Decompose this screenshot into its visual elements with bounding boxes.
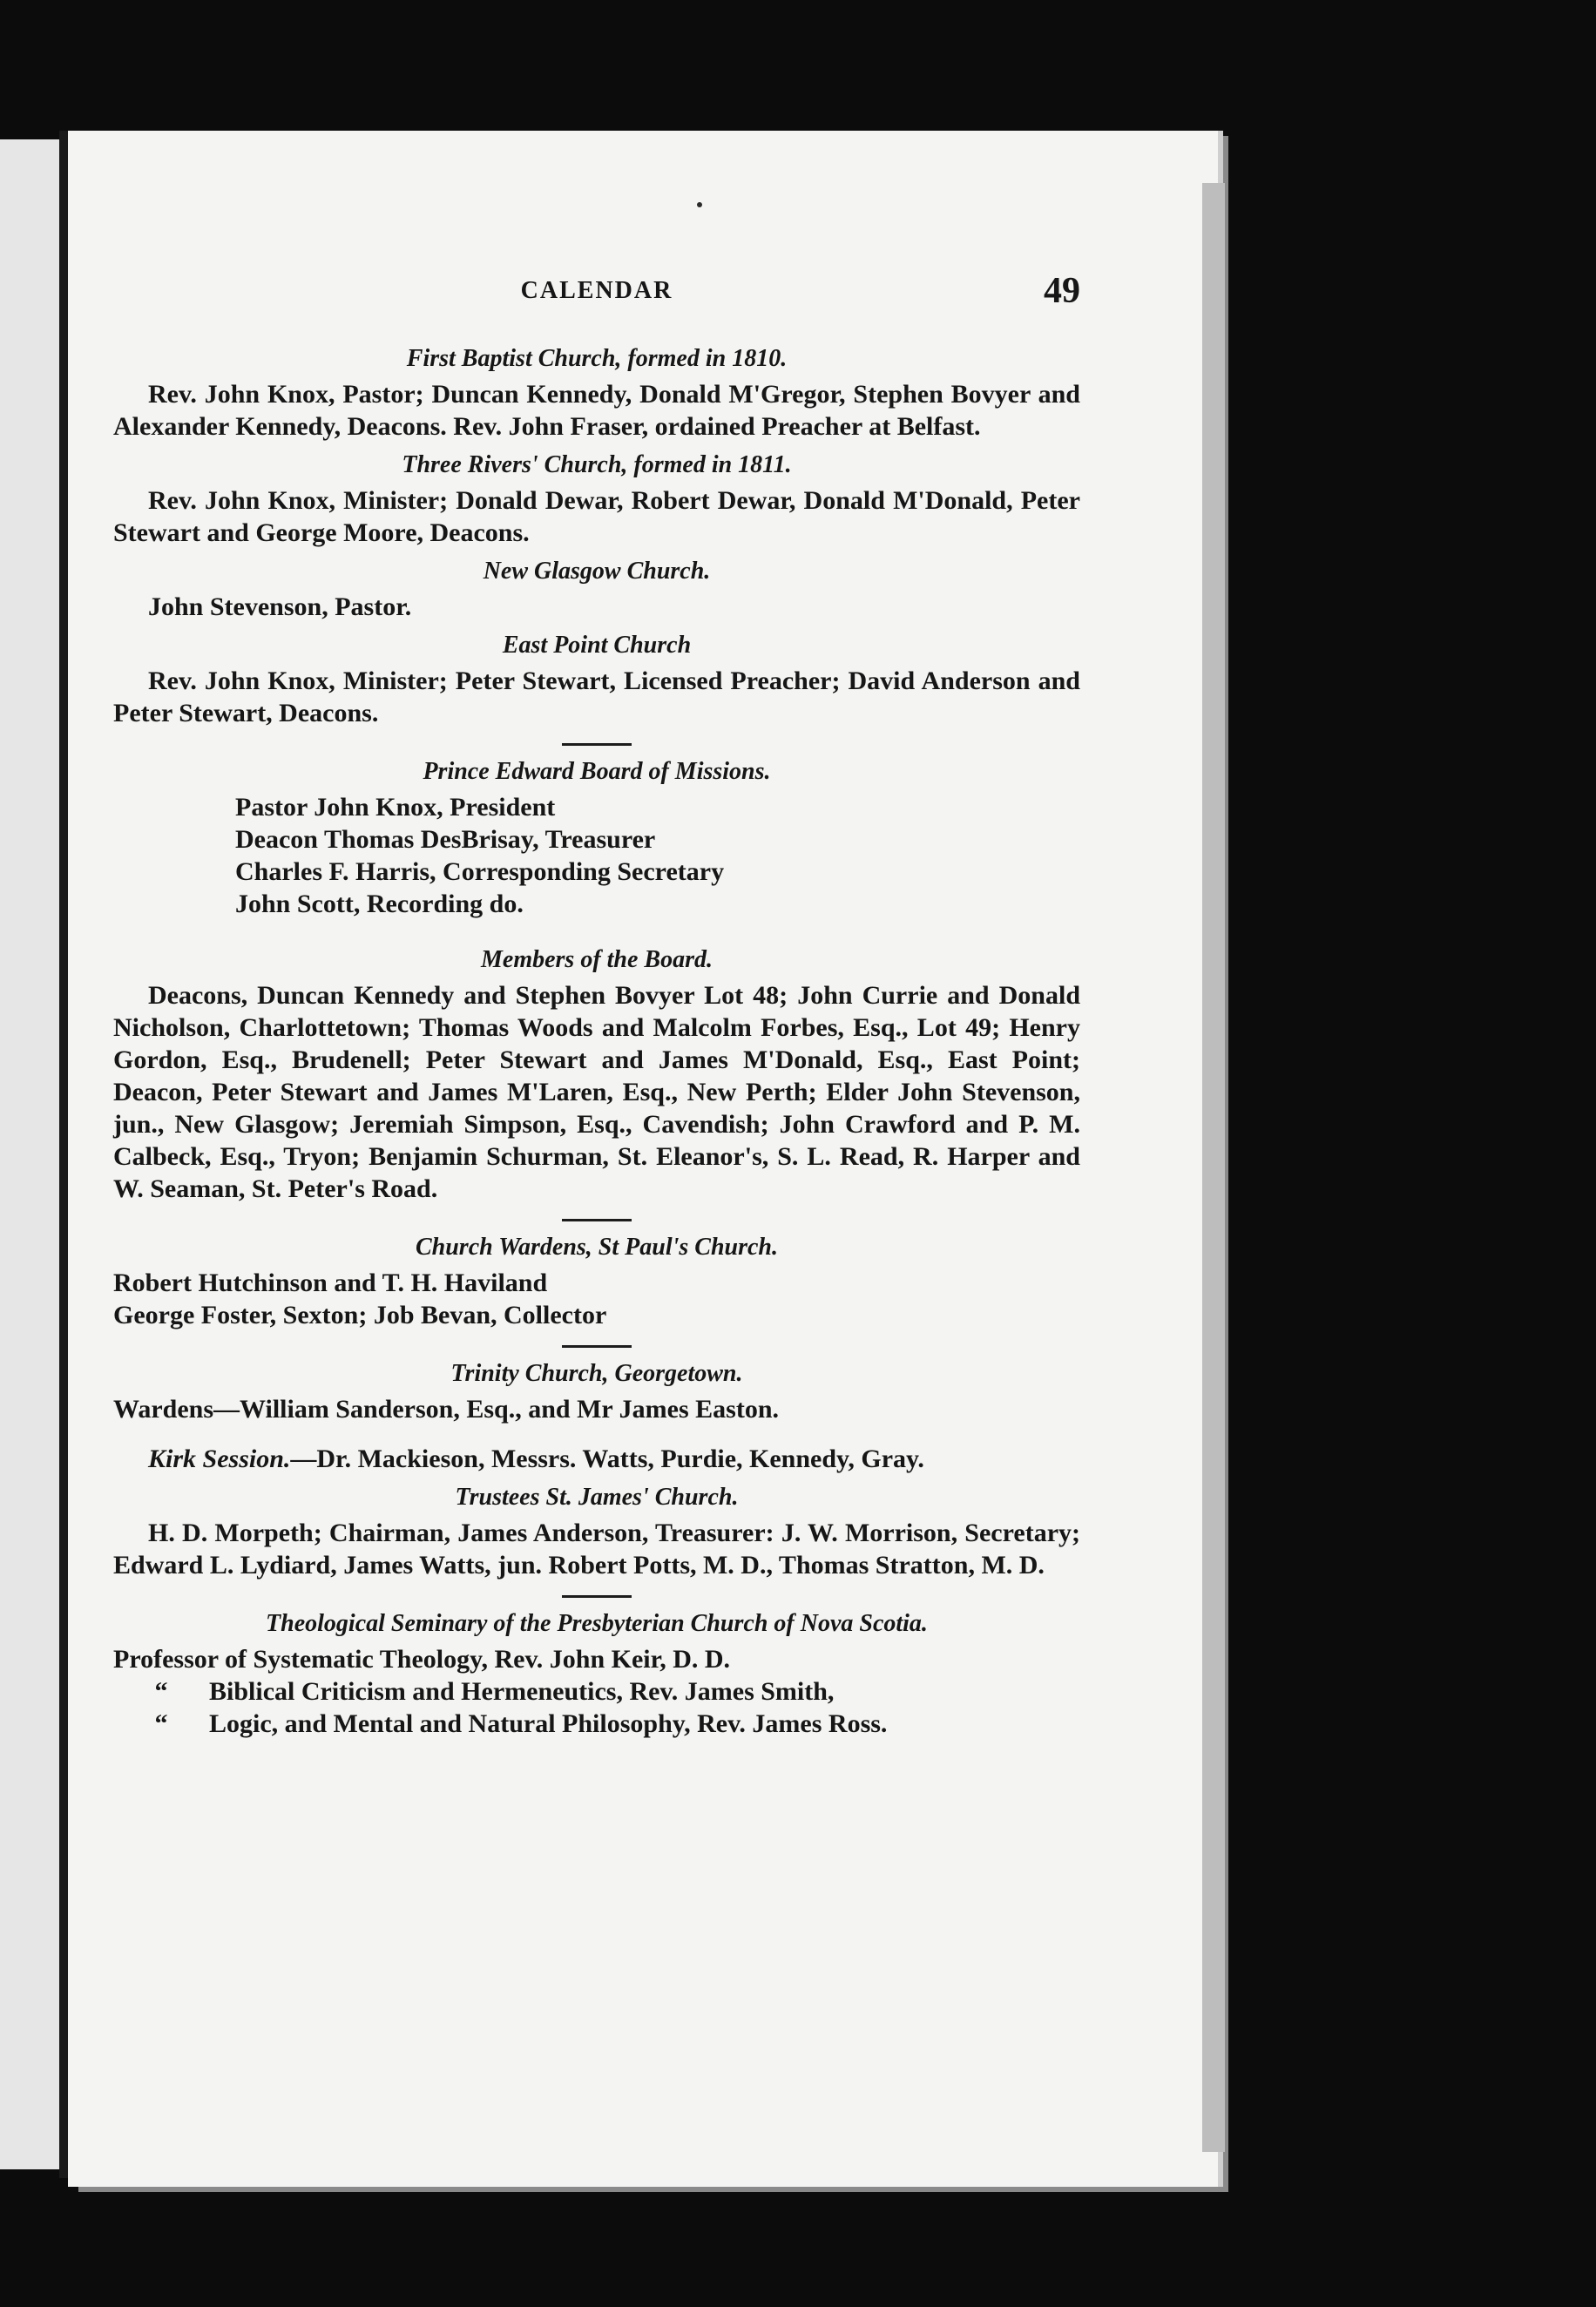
officer-line: Pastor John Knox, President bbox=[235, 793, 556, 822]
section-east-point bbox=[113, 632, 1080, 729]
section-trinity bbox=[113, 1360, 1080, 1425]
section-heading: Theological Seminary of the Presbyterian Church of Nova Scotia. bbox=[266, 1610, 928, 1637]
section-heading: First Baptist Church, formed in 1810. bbox=[406, 345, 788, 372]
page-number: 49 bbox=[1044, 271, 1080, 311]
page-fore-edge bbox=[1202, 183, 1225, 2152]
officer-list bbox=[235, 791, 1080, 920]
section-text: Rev. John Knox, Minister; Donald Dewar, Robert Dewar, Donald M'Donald, Peter Stewart and George Moore, Deacons. bbox=[113, 486, 1080, 547]
ink-speck bbox=[697, 202, 702, 207]
section-heading: Trinity Church, Georgetown. bbox=[450, 1360, 743, 1387]
section-text: Deacons, Duncan Kennedy and Stephen Bovyer Lot 48; John Currie and Donald Nicholson, Charlottetown; Thomas Woods and Malcolm Forbes, Esq., Lot 49; Henry Gordon, Esq., Brudenell; Peter Stewart and James M'Donald, Esq., East Point; Deacon, Peter Stewart and James M'Laren, Esq., New Perth; Elder John Stevenson, jun., New Glasgow; Jeremiah Simpson, Esq., Cavendish; John Crawford and P. M. Calbeck, Esq., Tryon; Benjamin Schurman, St. Eleanor's, S. L. Read, R. Harper and W. Seaman, St. Peter's Road. bbox=[113, 981, 1080, 1203]
section-new-glasgow bbox=[113, 558, 1080, 623]
kirk-session-members: —Dr. Mackieson, Messrs. Watts, Purdie, Kennedy, Gray. bbox=[290, 1444, 924, 1473]
section-st-pauls bbox=[113, 1234, 1080, 1331]
facing-page-edge bbox=[0, 139, 59, 2169]
warden-list bbox=[113, 1267, 1080, 1331]
section-st-james bbox=[113, 1484, 1080, 1581]
professor-row bbox=[113, 1675, 1080, 1708]
section-text: Rev. John Knox, Minister; Peter Stewart, Licensed Preacher; David Anderson and Peter Stewart, Deacons. bbox=[113, 666, 1080, 727]
professor-row bbox=[113, 1708, 1080, 1740]
section-seminary bbox=[113, 1610, 1080, 1740]
officer-line: John Scott, Recording do. bbox=[235, 890, 524, 918]
section-rule bbox=[562, 743, 632, 746]
section-rule bbox=[562, 1595, 632, 1598]
professor-text: Biblical Criticism and Hermeneutics, Rev. James Smith, bbox=[209, 1677, 835, 1706]
warden-line: George Foster, Sexton; Job Bevan, Collector bbox=[113, 1301, 607, 1329]
officer-line: Deacon Thomas DesBrisay, Treasurer bbox=[235, 825, 656, 854]
professor-row bbox=[113, 1643, 1080, 1675]
section-three-rivers bbox=[113, 451, 1080, 549]
section-kirk-session bbox=[113, 1443, 1080, 1475]
page-content bbox=[113, 270, 1080, 1740]
professor-list bbox=[113, 1643, 1080, 1740]
kirk-session-label: Kirk Session. bbox=[148, 1444, 291, 1473]
section-heading: Church Wardens, St Paul's Church. bbox=[415, 1234, 779, 1261]
running-head bbox=[113, 270, 1080, 322]
ditto-mark: “ bbox=[154, 1677, 168, 1706]
section-heading: Trustees St. James' Church. bbox=[455, 1484, 739, 1511]
section-text: Wardens—William Sanderson, Esq., and Mr James Easton. bbox=[113, 1395, 780, 1424]
section-members-of-board bbox=[113, 946, 1080, 1205]
section-heading: East Point Church bbox=[502, 632, 692, 659]
book-gutter bbox=[59, 131, 68, 2178]
section-first-baptist bbox=[113, 345, 1080, 443]
officer-line: Charles F. Harris, Corresponding Secretary bbox=[235, 857, 725, 886]
warden-line: Robert Hutchinson and T. H. Haviland bbox=[113, 1269, 548, 1297]
professor-text: Logic, and Mental and Natural Philosophy, Rev. James Ross. bbox=[209, 1709, 888, 1738]
section-text: H. D. Morpeth; Chairman, James Anderson, Treasurer: J. W. Morrison, Secretary; Edward L. Lydiard, James Watts, jun. Robert Potts, M. D., Thomas Stratton, M. D. bbox=[113, 1519, 1080, 1580]
section-board-of-missions bbox=[113, 758, 1080, 920]
section-rule bbox=[562, 1219, 632, 1221]
section-text: John Stevenson, Pastor. bbox=[148, 592, 412, 621]
section-text: Rev. John Knox, Pastor; Duncan Kennedy, Donald M'Gregor, Stephen Bovyer and Alexander Kennedy, Deacons. Rev. John Fraser, ordained Preacher at Belfast. bbox=[113, 380, 1080, 441]
section-heading: New Glasgow Church. bbox=[483, 558, 711, 585]
professor-text: Professor of Systematic Theology, Rev. John Keir, D. D. bbox=[113, 1645, 731, 1674]
section-rule bbox=[562, 1345, 632, 1348]
section-heading: Members of the Board. bbox=[481, 946, 713, 973]
running-title: CALENDAR bbox=[520, 277, 673, 304]
ditto-mark: “ bbox=[154, 1709, 168, 1738]
section-text bbox=[113, 1443, 1080, 1475]
section-heading: Prince Edward Board of Missions. bbox=[423, 758, 771, 785]
section-heading: Three Rivers' Church, formed in 1811. bbox=[402, 451, 792, 478]
